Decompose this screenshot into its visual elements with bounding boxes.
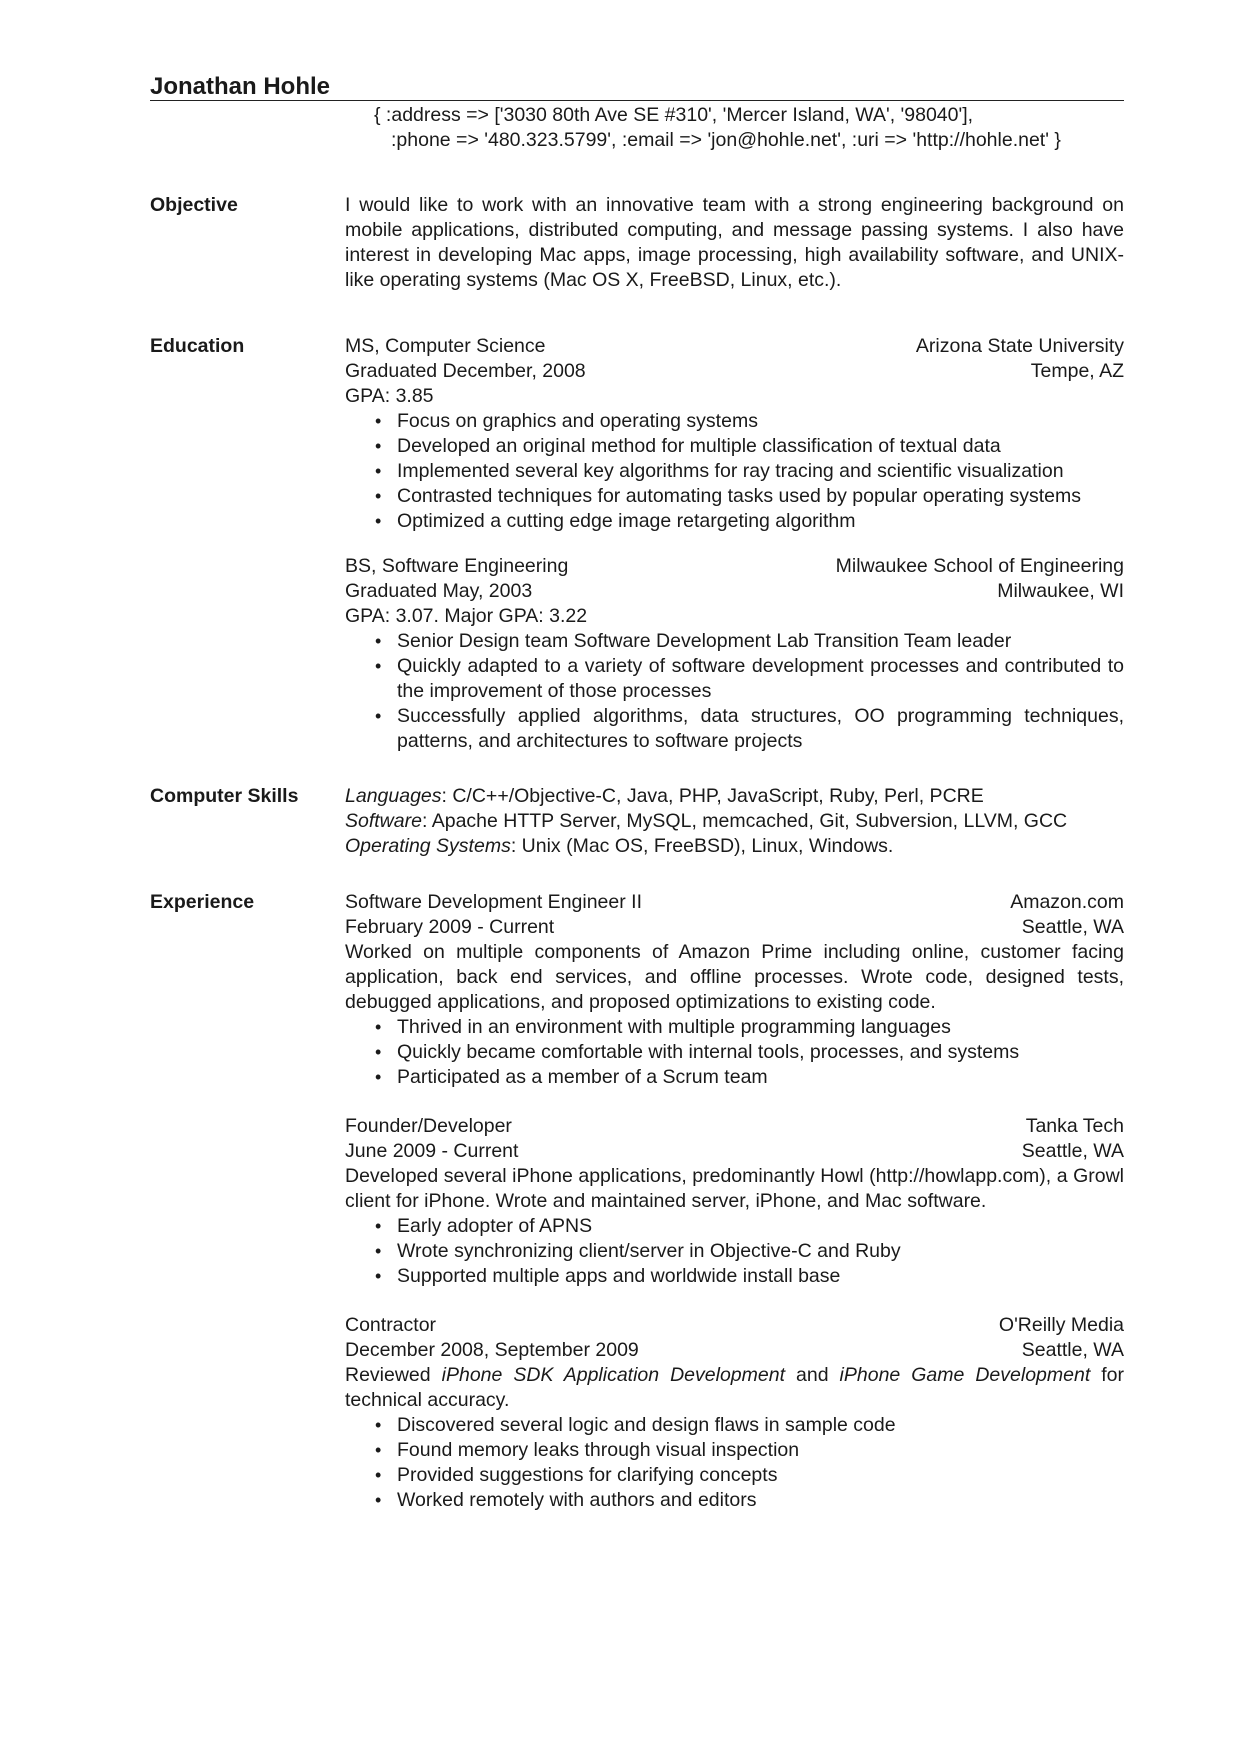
job-description: Reviewed iPhone SDK Application Development and iPhone Game Development for technical accuracy. [345,1364,1125,1411]
candidate-name: Jonathan Hohle [150,73,331,100]
list-item: • Implemented several key algorithms for ray tracing and scientific visualization [375,459,1124,484]
list-item: • Contrasted techniques for automating tasks used by popular operating systems [375,484,1124,509]
name-header [150,70,1124,101]
job-title: Software Development Engineer II [345,891,642,913]
job-description: Worked on multiple components of Amazon Prime including online, customer facing application, back end services, and offline processes. Wrote code, designed tests, debugged applications, and proposed optimizations to existing code. [345,941,1124,1013]
book-title: iPhone SDK Application Development [441,1364,785,1386]
skills-languages-label: Languages [345,785,442,807]
job-description: Developed several iPhone applications, predominantly Howl (http://howlapp.com), a Growl client for iPhone. Wrote and maintained server, iPhone, and Mac software. [345,1165,1124,1212]
job-location: Seattle, WA [1021,1339,1124,1361]
list-item: • Senior Design team Software Development Lab Transition Team leader [375,629,1124,654]
list-item: • Developed an original method for multiple classification of textual data [375,434,1124,459]
school-location: Milwaukee, WI [997,580,1124,602]
school: Arizona State University [915,335,1124,357]
skills-os-label: Operating Systems [345,835,511,857]
list-item: • Found memory leaks through visual inspection [375,1438,1124,1463]
list-item: • Successfully applied algorithms, data structures, OO programming techniques, patterns, and architectures to software projects [375,704,1124,754]
experience-section [150,890,1124,1513]
school: Milwaukee School of Engineering [835,555,1124,577]
gpa: GPA: 3.07. Major GPA: 3.22 [345,605,588,627]
list-item: • Focus on graphics and operating systems [375,409,1124,434]
skills-languages [345,784,1124,809]
list-item: • Thrived in an environment with multiple programming languages [375,1015,1124,1040]
company: Amazon.com [1010,891,1124,913]
contact-line-1: { :address => ['3030 80th Ave SE #310', 'Mercer Island, WA', '98040'], [374,104,974,126]
contact-info [374,103,1124,153]
education-entry [345,334,1124,534]
bullet-list [345,1015,1124,1090]
graduation-date: Graduated December, 2008 [345,360,586,382]
job-dates: June 2009 - Current [345,1140,519,1162]
bullet-list [345,1214,1124,1289]
list-item: • Quickly adapted to a variety of software development processes and contributed to the improvement of those processes [375,654,1124,704]
company: Tanka Tech [1025,1115,1124,1137]
list-item: • Worked remotely with authors and editors [375,1488,1124,1513]
job-dates: February 2009 - Current [345,916,555,938]
contact-line-2: :phone => '480.323.5799', :email => 'jon@hohle.net', :uri => 'http://hohle.net' } [391,129,1061,151]
book-title: iPhone Game Development [839,1364,1091,1386]
job-title: Contractor [345,1314,437,1336]
list-item: • Supported multiple apps and worldwide install base [375,1264,1124,1289]
list-item: • Quickly became comfortable with internal tools, processes, and systems [375,1040,1124,1065]
list-item: • Discovered several logic and design flaws in sample code [375,1413,1124,1438]
list-item: • Wrote synchronizing client/server in Objective-C and Ruby [375,1239,1124,1264]
skills-os-value: : Unix (Mac OS, FreeBSD), Linux, Windows. [510,835,894,857]
job-title: Founder/Developer [345,1115,512,1137]
education-section [150,334,1124,754]
objective-section [150,193,1124,293]
job-entry [345,1114,1124,1289]
skills-software [345,809,1124,834]
list-item: • Early adopter of APNS [375,1214,1124,1239]
company: O'Reilly Media [998,1314,1124,1336]
skills-software-label: Software [345,810,422,832]
degree: MS, Computer Science [345,335,546,357]
skills-section [150,784,1124,859]
resume-page [150,70,1124,1513]
list-item: • Participated as a member of a Scrum team [375,1065,1124,1090]
job-location: Seattle, WA [1021,1140,1124,1162]
graduation-date: Graduated May, 2003 [345,580,533,602]
education-entry [345,554,1124,754]
job-location: Seattle, WA [1021,916,1124,938]
bullet-list [345,409,1124,534]
job-entry [345,890,1124,1090]
section-heading: Computer Skills [150,785,299,807]
list-item: • Optimized a cutting edge image retargeting algorithm [375,509,1124,534]
skills-software-value: : Apache HTTP Server, MySQL, memcached, Git, Subversion, LLVM, GCC [421,810,1068,832]
job-entry [345,1313,1124,1513]
degree: BS, Software Engineering [345,555,569,577]
school-location: Tempe, AZ [1030,360,1124,382]
objective-text: I would like to work with an innovative team with a strong engineering background on mobile applications, distributed computing, and message passing systems. I also have interest in developing Mac apps, image processing, high availability software, and UNIX-like operating systems (Mac OS X, FreeBSD, Linux, etc.). [345,194,1124,291]
section-heading: Education [150,335,245,357]
skills-os [345,834,1124,859]
section-heading: Experience [150,891,255,913]
job-dates: December 2008, September 2009 [345,1339,639,1361]
bullet-list [345,629,1124,754]
gpa: GPA: 3.85 [345,385,434,407]
bullet-list [345,1413,1124,1513]
skills-languages-value: : C/C++/Objective-C, Java, PHP, JavaScript, Ruby, Perl, PCRE [441,785,984,807]
list-item: • Provided suggestions for clarifying concepts [375,1463,1124,1488]
section-heading: Objective [150,194,238,216]
